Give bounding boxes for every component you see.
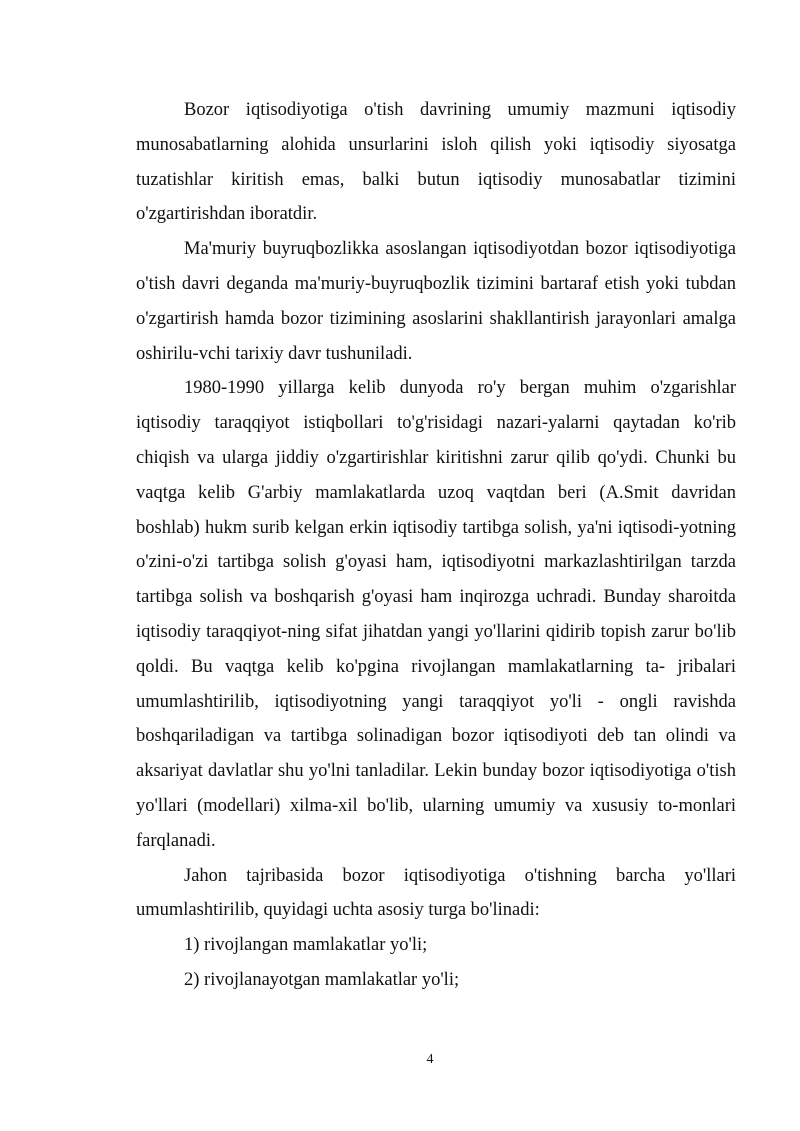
page-number: 4 bbox=[426, 1052, 434, 1067]
paragraph-historical-changes: 1980-1990 yillarga kelib dunyoda ro'y bergan muhim o'zgarishlar iqtisodiy taraqqiyot istiqbollari to'g'risidagi nazari-yalarni qaytadan ko'rib chiqish va ularga jiddiy o'zgartirishlar kiritishni zarur qilib qo'ydi. Chunki bu vaqtga kelib G'arbiy mamlakatlarda uzoq vaqtdan beri (A.Smit davridan boshlab) hukm surib kelgan erkin iqtisodiy tartibga solish, ya'ni iqtisodi-yotning o'zini-o'zi tartibga solish g'oyasi ham, iqtisodiyotni markazlashtirilgan tarzda tartibga solish va boshqarish g'oyasi ham inqirozga uchradi. Bunday sharoitda iqtisodiy taraqqiyot-ning sifat jihatdan yangi yo'llarini qidirib topish zarur bo'lib qoldi. Bu vaqtga kelib ko'pgina rivojlangan mamlakatlarning ta- jribalari umumlashtirilib, iqtisodiyotning yangi taraqqiyot yo'li - ongli ravishda boshqariladigan va tartibga solinadigan bozor iqtisodiyoti deb tan olindi va aksariyat davlatlar shu yo'lni tanladilar. Lekin bunday bozor iqtisodiyotiga o'tish yo'llari (modellari) xilma-xil bo'lib, ularning umumiy va xususiy to-monlari farqlanadi. bbox=[136, 378, 736, 851]
list-item-developed-countries: 1) rivojlangan mamlakatlar yo'li; bbox=[184, 935, 428, 956]
paragraph-transition-essence: Bozor iqtisodiyotiga o'tish davrining umumiy mazmuni iqtisodiy munosabatlarning alohida unsurlarini isloh qilish yoki iqtisodiy siyosatga tuzatishlar kiritish emas, balki butun iqtisodiy munosabatlar tizimini o'zgartirishdan iboratdir. bbox=[136, 100, 736, 225]
paragraph-world-experience: Jahon tajribasida bozor iqtisodiyotiga o'tishning barcha yo'llari umumlashtirilib, quyidagi uchta asosiy turga bo'linadi: bbox=[136, 865, 736, 921]
list-item-developing-countries: 2) rivojlanayotgan mamlakatlar yo'li; bbox=[184, 969, 460, 990]
paragraph-transition-definition: Ma'muriy buyruqbozlikka asoslangan iqtisodiyotdan bozor iqtisodiyotiga o'tish davri deganda ma'muriy-buyruqbozlik tizimini bartaraf etish yoki tubdan o'zgartirish hamda bozor tizimining asoslarini shakllantirish jarayonlari amalga oshirilu-vchi tarixiy davr tushuniladi. bbox=[136, 239, 736, 364]
document-page bbox=[136, 93, 736, 998]
